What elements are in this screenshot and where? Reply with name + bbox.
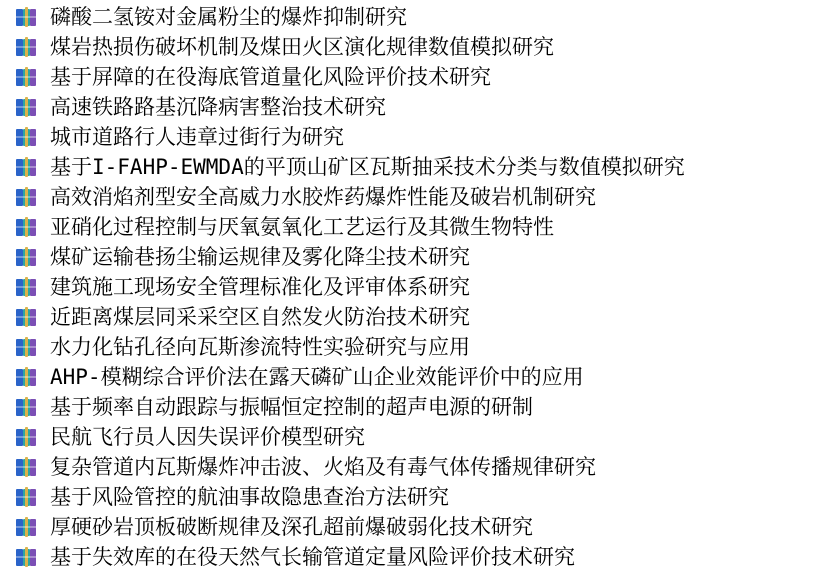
file-name: 磷酸二氢铵对金属粉尘的爆炸抑制研究: [50, 5, 407, 29]
file-item[interactable]: [14, 302, 685, 332]
file-item[interactable]: [14, 2, 685, 32]
winrar-archive-icon: [14, 66, 38, 88]
file-name: 煤矿运输巷扬尘输运规律及雾化降尘技术研究: [50, 245, 470, 269]
winrar-archive-icon: [14, 6, 38, 28]
winrar-archive-icon: [14, 306, 38, 328]
file-name: 亚硝化过程控制与厌氧氨氧化工艺运行及其微生物特性: [50, 215, 554, 239]
file-name: 城市道路行人违章过街行为研究: [50, 125, 344, 149]
winrar-archive-icon: [14, 276, 38, 298]
file-name: 基于风险管控的航油事故隐患查治方法研究: [50, 485, 449, 509]
file-name: 高速铁路路基沉降病害整治技术研究: [50, 95, 386, 119]
file-name: 民航飞行员人因失误评价模型研究: [50, 425, 365, 449]
winrar-archive-icon: [14, 186, 38, 208]
winrar-archive-icon: [14, 546, 38, 568]
file-item[interactable]: [14, 392, 685, 422]
file-item[interactable]: [14, 542, 685, 572]
winrar-archive-icon: [14, 156, 38, 178]
file-item[interactable]: [14, 32, 685, 62]
winrar-archive-icon: [14, 36, 38, 58]
file-item[interactable]: [14, 422, 685, 452]
file-item[interactable]: [14, 242, 685, 272]
file-name: 近距离煤层同采采空区自然发火防治技术研究: [50, 305, 470, 329]
file-item[interactable]: [14, 272, 685, 302]
winrar-archive-icon: [14, 396, 38, 418]
file-name: 煤岩热损伤破坏机制及煤田火区演化规律数值模拟研究: [50, 35, 554, 59]
file-name: 基于频率自动跟踪与振幅恒定控制的超声电源的研制: [50, 395, 533, 419]
file-name: 基于失效库的在役天然气长输管道定量风险评价技术研究: [50, 545, 575, 569]
file-name: 复杂管道内瓦斯爆炸冲击波、火焰及有毒气体传播规律研究: [50, 455, 596, 479]
file-item[interactable]: [14, 482, 685, 512]
winrar-archive-icon: [14, 336, 38, 358]
file-item[interactable]: [14, 362, 685, 392]
file-item[interactable]: [14, 512, 685, 542]
file-name: 高效消焰剂型安全高威力水胶炸药爆炸性能及破岩机制研究: [50, 185, 596, 209]
winrar-archive-icon: [14, 366, 38, 388]
file-name: 厚硬砂岩顶板破断规律及深孔超前爆破弱化技术研究: [50, 515, 533, 539]
file-item[interactable]: [14, 182, 685, 212]
winrar-archive-icon: [14, 96, 38, 118]
file-name: 建筑施工现场安全管理标准化及评审体系研究: [50, 275, 470, 299]
file-item[interactable]: [14, 332, 685, 362]
file-item[interactable]: [14, 452, 685, 482]
file-item[interactable]: [14, 152, 685, 182]
file-name: AHP-模糊综合评价法在露天磷矿山企业效能评价中的应用: [50, 365, 584, 389]
file-name: 水力化钻孔径向瓦斯渗流特性实验研究与应用: [50, 335, 470, 359]
file-item[interactable]: [14, 212, 685, 242]
winrar-archive-icon: [14, 486, 38, 508]
winrar-archive-icon: [14, 246, 38, 268]
file-item[interactable]: [14, 122, 685, 152]
file-list: [14, 2, 685, 572]
winrar-archive-icon: [14, 456, 38, 478]
winrar-archive-icon: [14, 216, 38, 238]
file-name: 基于I-FAHP-EWMDA的平顶山矿区瓦斯抽采技术分类与数值模拟研究: [50, 155, 685, 179]
winrar-archive-icon: [14, 426, 38, 448]
file-name: 基于屏障的在役海底管道量化风险评价技术研究: [50, 65, 491, 89]
file-item[interactable]: [14, 62, 685, 92]
winrar-archive-icon: [14, 126, 38, 148]
winrar-archive-icon: [14, 516, 38, 538]
file-item[interactable]: [14, 92, 685, 122]
